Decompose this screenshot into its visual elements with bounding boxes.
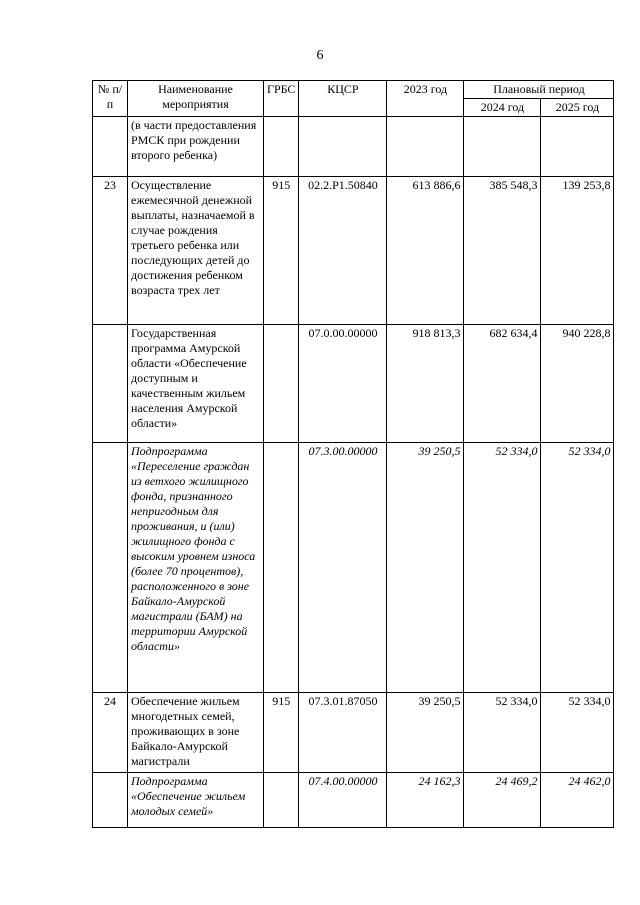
header-kcsr: КЦСР	[299, 81, 387, 117]
header-2025: 2025 год	[541, 99, 614, 117]
header-grbs: ГРБС	[264, 81, 299, 117]
row-value-2025: 139 253,8	[541, 177, 614, 325]
page-number: 6	[316, 48, 324, 63]
row-value-2025: 52 334,0	[541, 443, 614, 693]
table-row	[93, 177, 614, 325]
row-value-2025: 24 462,0	[541, 773, 614, 828]
row-grbs	[264, 443, 299, 693]
table-body	[93, 117, 614, 828]
row-value-2024: 682 634,4	[464, 325, 541, 443]
table-row	[93, 773, 614, 828]
row-kcsr: 07.3.01.87050	[299, 693, 387, 773]
row-grbs	[264, 117, 299, 177]
row-num	[93, 117, 128, 177]
row-value-2024: 52 334,0	[464, 443, 541, 693]
row-num: 24	[93, 693, 128, 773]
row-grbs	[264, 325, 299, 443]
row-name: Государственная программа Амурской области «Обеспечение доступным и качественным жильем населения Амурской области»	[128, 325, 264, 443]
row-num	[93, 443, 128, 693]
row-name: Подпрограмма «Обеспечение жильем молодых семей»	[128, 773, 264, 828]
header-name: Наименование мероприятия	[128, 81, 264, 117]
row-name: (в части предоставления РМСК при рождении второго ребенка)	[128, 117, 264, 177]
row-value-2023: 24 162,3	[387, 773, 464, 828]
row-value-2023: 39 250,5	[387, 693, 464, 773]
row-value-2023: 613 886,6	[387, 177, 464, 325]
row-value-2024: 385 548,3	[464, 177, 541, 325]
row-name: Подпрограмма «Переселение граждан из ветхого жилищного фонда, признанного непригодным для проживания, и (или) жилищного фонда с высоким уровнем износа (более 70 процентов), расположенного в зоне Байкало-Амурской магистрали (БАМ) на территории Амурской области»	[128, 443, 264, 693]
row-grbs: 915	[264, 177, 299, 325]
row-value-2025	[541, 117, 614, 177]
row-kcsr: 07.4.00.00000	[299, 773, 387, 828]
row-value-2025: 940 228,8	[541, 325, 614, 443]
row-value-2023: 918 813,3	[387, 325, 464, 443]
row-num: 23	[93, 177, 128, 325]
row-name: Обеспечение жильем многодетных семей, проживающих в зоне Байкало-Амурской магистрали	[128, 693, 264, 773]
row-value-2023: 39 250,5	[387, 443, 464, 693]
row-value-2024: 24 469,2	[464, 773, 541, 828]
row-name: Осуществление ежемесячной денежной выплаты, назначаемой в случае рождения третьего ребенка или последующих детей до достижения ребенком возраста трех лет	[128, 177, 264, 325]
row-kcsr: 07.3.00.00000	[299, 443, 387, 693]
table-row	[93, 443, 614, 693]
row-grbs: 915	[264, 693, 299, 773]
row-value-2025: 52 334,0	[541, 693, 614, 773]
header-2023: 2023 год	[387, 81, 464, 117]
row-grbs	[264, 773, 299, 828]
header-num: № п/п	[93, 81, 128, 117]
row-value-2023	[387, 117, 464, 177]
row-value-2024: 52 334,0	[464, 693, 541, 773]
row-value-2024	[464, 117, 541, 177]
row-kcsr: 02.2.Р1.50840	[299, 177, 387, 325]
header-plan-period: Плановый период	[464, 81, 614, 99]
table-row	[93, 117, 614, 177]
budget-table	[92, 80, 614, 828]
row-num	[93, 325, 128, 443]
row-num	[93, 773, 128, 828]
header-2024: 2024 год	[464, 99, 541, 117]
table-row	[93, 693, 614, 773]
row-kcsr	[299, 117, 387, 177]
row-kcsr: 07.0.00.00000	[299, 325, 387, 443]
table-row	[93, 325, 614, 443]
